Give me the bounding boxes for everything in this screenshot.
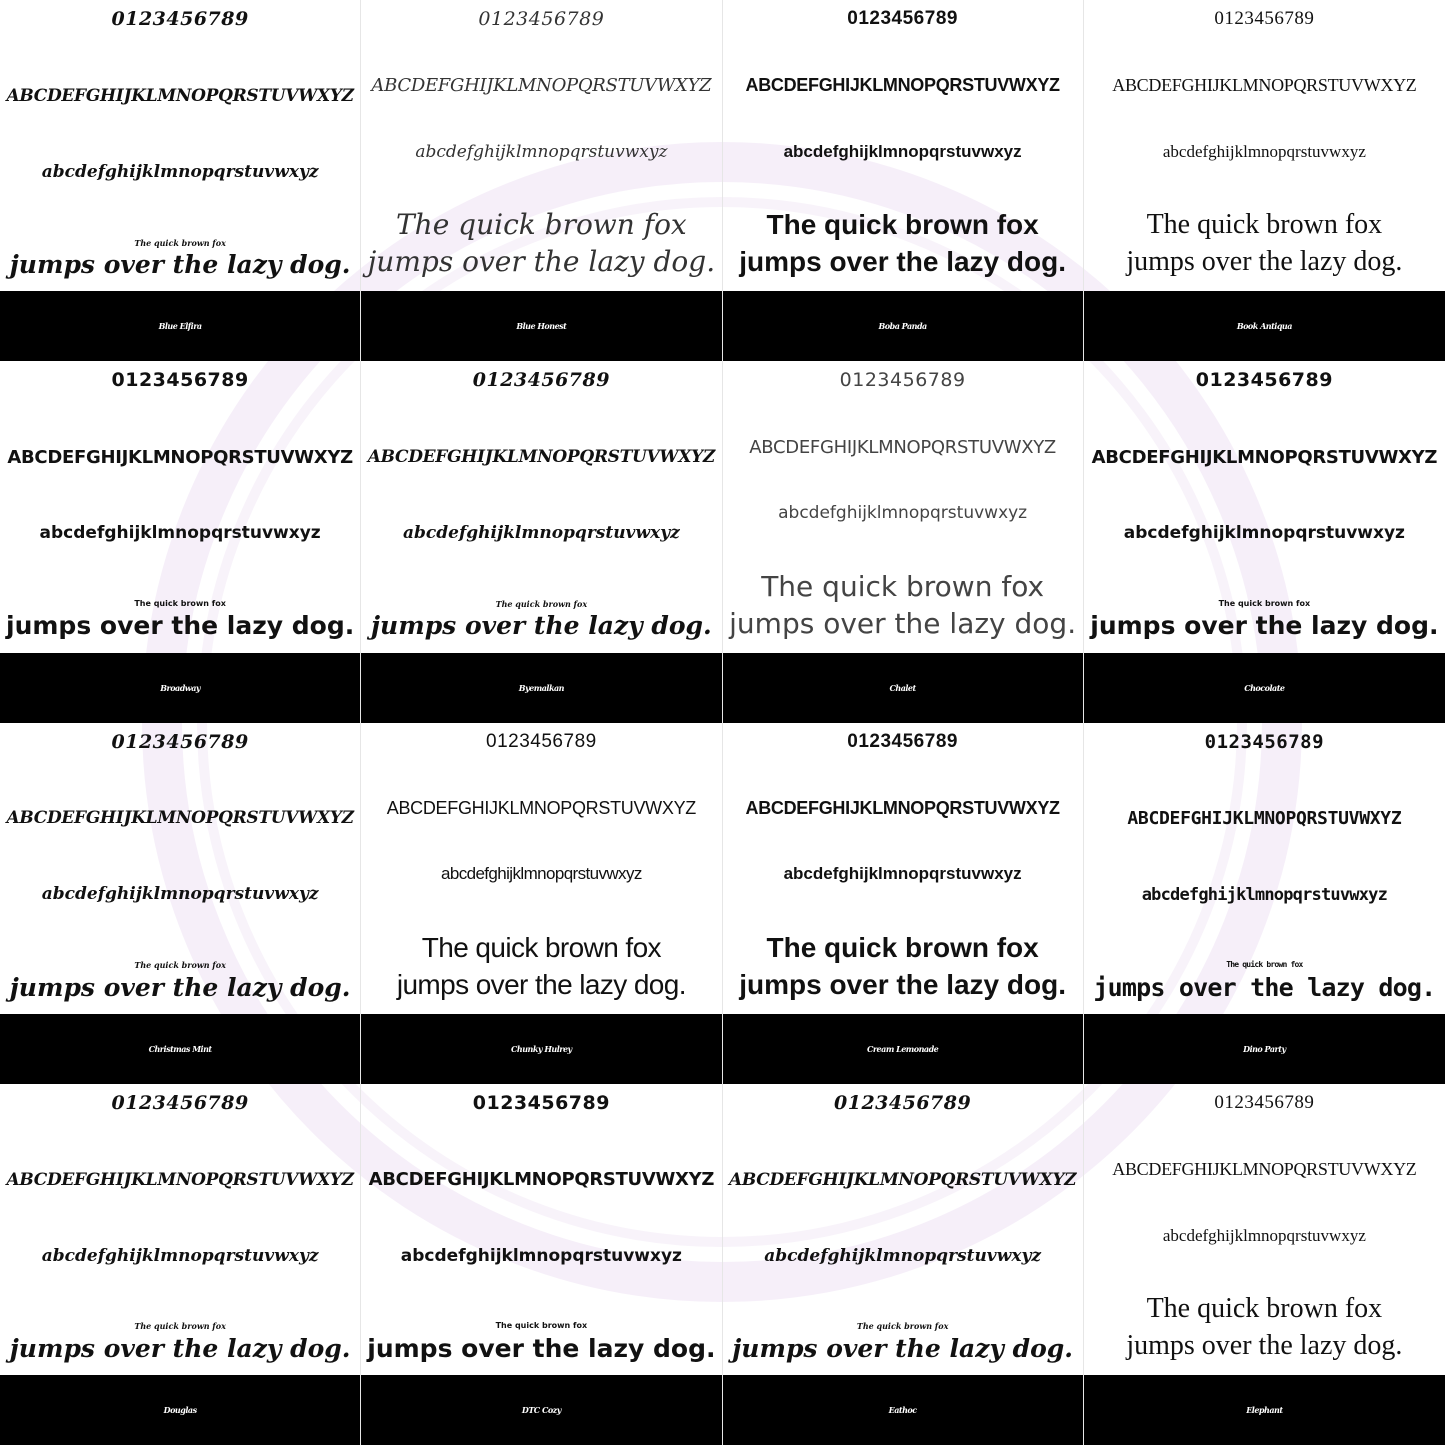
font-card (361, 0, 722, 361)
font-name-label: Chunky Hulrey (361, 1014, 721, 1084)
font-card (723, 361, 1084, 722)
sample-digits: 0123456789 (111, 730, 249, 753)
sample-pangram (739, 930, 1066, 1004)
sample-digits: 0123456789 (472, 369, 610, 392)
sample-lowercase: abcdefghijklmnopqrstuvwxyz (440, 864, 642, 884)
pangram-line: jumps over the lazy dog. (9, 250, 351, 280)
sample-uppercase: ABCDEFGHIJKLMNOPQRSTUVWXYZ (1112, 75, 1417, 96)
sample-uppercase: ABCDEFGHIJKLMNOPQRSTUVWXYZ (1127, 808, 1402, 830)
font-sample (1084, 723, 1445, 1014)
pangram-line: jumps over the lazy dog. (6, 611, 355, 641)
sample-uppercase: ABCDEFGHIJKLMNOPQRSTUVWXYZ (6, 1169, 354, 1190)
sample-pangram (1126, 1291, 1402, 1365)
font-card (0, 723, 361, 1084)
font-name-label: Cream Lemonade (723, 1014, 1083, 1084)
sample-pangram (10, 238, 351, 282)
font-name-label: Elephant (1084, 1375, 1445, 1445)
pangram-line: The quick brown fox (134, 598, 226, 608)
font-sample (1084, 0, 1445, 291)
sample-uppercase: ABCDEFGHIJKLMNOPQRSTUVWXYZ (367, 447, 716, 468)
font-name-label: Chalet (723, 653, 1083, 723)
pangram-line: The quick brown fox (134, 960, 226, 971)
font-sample (0, 361, 360, 652)
sample-pangram (368, 207, 715, 281)
sample-lowercase: abcdefghijklmnopqrstuvwxyz (778, 503, 1028, 524)
pangram-line: The quick brown fox (1218, 598, 1311, 608)
sample-lowercase: abcdefghijklmnopqrstuvwxyz (400, 1245, 682, 1266)
font-name-label: Eathoc (723, 1375, 1083, 1445)
sample-lowercase: abcdefghijklmnopqrstuvwxyz (1162, 1225, 1366, 1245)
pangram-line: jumps over the lazy dog. (367, 245, 716, 279)
sample-digits: 0123456789 (111, 8, 249, 30)
sample-uppercase: ABCDEFGHIJKLMNOPQRSTUVWXYZ (371, 75, 712, 97)
pangram-line: The quick brown fox (766, 209, 1039, 241)
sample-digits: 0123456789 (111, 369, 249, 392)
pangram-line: The quick brown fox (1146, 1293, 1383, 1325)
font-card (361, 361, 722, 722)
pangram-line: jumps over the lazy dog. (1093, 972, 1436, 1002)
font-sample (361, 1084, 721, 1375)
pangram-line: The quick brown fox (134, 1321, 226, 1332)
sample-digits: 0123456789 (111, 1091, 249, 1114)
pangram-line: The quick brown fox (1226, 960, 1303, 970)
font-name-label: Christmas Mint (0, 1014, 360, 1084)
pangram-line: jumps over the lazy dog. (732, 1333, 1073, 1363)
font-name-label: Blue Honest (361, 291, 721, 361)
pangram-line: jumps over the lazy dog. (371, 611, 712, 641)
sample-pangram (397, 930, 686, 1004)
sample-uppercase: ABCDEFGHIJKLMNOPQRSTUVWXYZ (749, 436, 1056, 458)
sample-lowercase: abcdefghijklmnopqrstuvwxyz (783, 141, 1022, 161)
sample-uppercase: ABCDEFGHIJKLMNOPQRSTUVWXYZ (386, 797, 696, 818)
sample-lowercase: abcdefghijklmnopqrstuvwxyz (415, 141, 668, 162)
font-name-label: Douglas (0, 1375, 360, 1445)
pangram-line: The quick brown fox (761, 569, 1045, 603)
font-sample (1084, 1084, 1445, 1375)
font-sample (0, 1084, 360, 1375)
font-name-label: Dino Party (1084, 1014, 1445, 1084)
sample-uppercase: ABCDEFGHIJKLMNOPQRSTUVWXYZ (745, 75, 1060, 96)
sample-uppercase: ABCDEFGHIJKLMNOPQRSTUVWXYZ (6, 85, 354, 106)
font-card (361, 723, 722, 1084)
sample-digits: 0123456789 (1195, 369, 1333, 392)
font-card (1084, 723, 1445, 1084)
sample-digits: 0123456789 (472, 1091, 610, 1114)
sample-uppercase: ABCDEFGHIJKLMNOPQRSTUVWXYZ (1091, 446, 1438, 468)
font-card (1084, 0, 1445, 361)
sample-lowercase: abcdefghijklmnopqrstuvwxyz (39, 523, 321, 544)
sample-pangram (732, 1321, 1073, 1365)
pangram-line: jumps over the lazy dog. (367, 1333, 716, 1363)
sample-pangram (371, 599, 712, 643)
sample-lowercase: abcdefghijklmnopqrstuvwxyz (41, 884, 319, 905)
font-name-label: Broadway (0, 653, 360, 723)
sample-digits: 0123456789 (839, 369, 966, 392)
font-card (1084, 361, 1445, 722)
pangram-line: The quick brown fox (495, 598, 588, 609)
font-card (723, 1084, 1084, 1445)
pangram-line: jumps over the lazy dog. (396, 968, 686, 1000)
font-card (0, 361, 361, 722)
font-name-label: Book Antiqua (1084, 291, 1445, 361)
pangram-line: jumps over the lazy dog. (9, 972, 351, 1002)
pangram-line: jumps over the lazy dog. (739, 246, 1066, 278)
font-name-label: Chocolate (1084, 653, 1445, 723)
font-sample (723, 0, 1083, 291)
sample-pangram (1090, 599, 1438, 643)
sample-pangram (10, 960, 351, 1004)
font-sample (0, 0, 360, 291)
sample-digits: 0123456789 (1214, 1091, 1315, 1113)
font-sample (723, 361, 1083, 652)
pangram-line: jumps over the lazy dog. (1126, 246, 1403, 278)
sample-pangram (739, 207, 1066, 281)
font-sample (361, 0, 721, 291)
font-sample (1084, 361, 1445, 652)
font-sample (723, 1084, 1083, 1375)
sample-pangram (10, 1321, 351, 1365)
pangram-line: jumps over the lazy dog. (729, 606, 1077, 640)
pangram-line: jumps over the lazy dog. (739, 968, 1066, 1000)
pangram-line: The quick brown fox (1146, 209, 1383, 241)
pangram-line: The quick brown fox (396, 208, 687, 242)
pangram-line: jumps over the lazy dog. (1090, 611, 1439, 641)
pangram-line: The quick brown fox (134, 237, 226, 248)
font-sample (361, 361, 721, 652)
sample-digits: 0123456789 (847, 8, 958, 29)
sample-pangram (1126, 207, 1402, 281)
sample-lowercase: abcdefghijklmnopqrstuvwxyz (403, 523, 680, 544)
pangram-line: jumps over the lazy dog. (9, 1333, 351, 1363)
sample-digits: 0123456789 (1214, 8, 1315, 29)
font-sample (361, 723, 721, 1014)
sample-uppercase: ABCDEFGHIJKLMNOPQRSTUVWXYZ (6, 808, 354, 829)
sample-uppercase: ABCDEFGHIJKLMNOPQRSTUVWXYZ (7, 446, 353, 468)
sample-lowercase: abcdefghijklmnopqrstuvwxyz (1123, 523, 1405, 544)
sample-lowercase: abcdefghijklmnopqrstuvwxyz (783, 864, 1022, 884)
font-name-label: Boba Panda (723, 291, 1083, 361)
sample-uppercase: ABCDEFGHIJKLMNOPQRSTUVWXYZ (728, 1169, 1077, 1190)
sample-uppercase: ABCDEFGHIJKLMNOPQRSTUVWXYZ (745, 797, 1060, 818)
pangram-line: jumps over the lazy dog. (1126, 1330, 1403, 1362)
sample-digits: 0123456789 (486, 730, 597, 752)
font-card (723, 723, 1084, 1084)
font-sample (723, 723, 1083, 1014)
sample-uppercase: ABCDEFGHIJKLMNOPQRSTUVWXYZ (1112, 1159, 1417, 1180)
sample-lowercase: abcdefghijklmnopqrstuvwxyz (1162, 141, 1366, 161)
sample-lowercase: abcdefghijklmnopqrstuvwxyz (41, 1245, 319, 1266)
pangram-line: The quick brown fox (495, 1321, 588, 1331)
pangram-line: The quick brown fox (421, 931, 661, 963)
pangram-line: The quick brown fox (766, 931, 1039, 963)
font-card (0, 1084, 361, 1445)
sample-pangram (1093, 960, 1435, 1004)
font-card (361, 1084, 722, 1445)
sample-pangram (367, 1321, 715, 1365)
sample-lowercase: abcdefghijklmnopqrstuvwxyz (1141, 884, 1388, 905)
sample-digits: 0123456789 (834, 1091, 972, 1114)
pangram-line: The quick brown fox (856, 1321, 949, 1332)
font-card (1084, 1084, 1445, 1445)
font-name-label: Byemalkan (361, 653, 721, 723)
sample-lowercase: abcdefghijklmnopqrstuvwxyz (41, 161, 319, 182)
sample-digits: 0123456789 (478, 8, 605, 30)
font-card (0, 0, 361, 361)
sample-uppercase: ABCDEFGHIJKLMNOPQRSTUVWXYZ (368, 1169, 715, 1191)
font-sample (0, 723, 360, 1014)
sample-digits: 0123456789 (1204, 730, 1325, 753)
font-name-label: DTC Cozy (361, 1375, 721, 1445)
font-name-label: Blue Elfira (0, 291, 360, 361)
sample-pangram (729, 569, 1076, 643)
sample-lowercase: abcdefghijklmnopqrstuvwxyz (764, 1245, 1041, 1266)
font-card (723, 0, 1084, 361)
sample-pangram (6, 599, 354, 643)
sample-digits: 0123456789 (847, 730, 958, 752)
